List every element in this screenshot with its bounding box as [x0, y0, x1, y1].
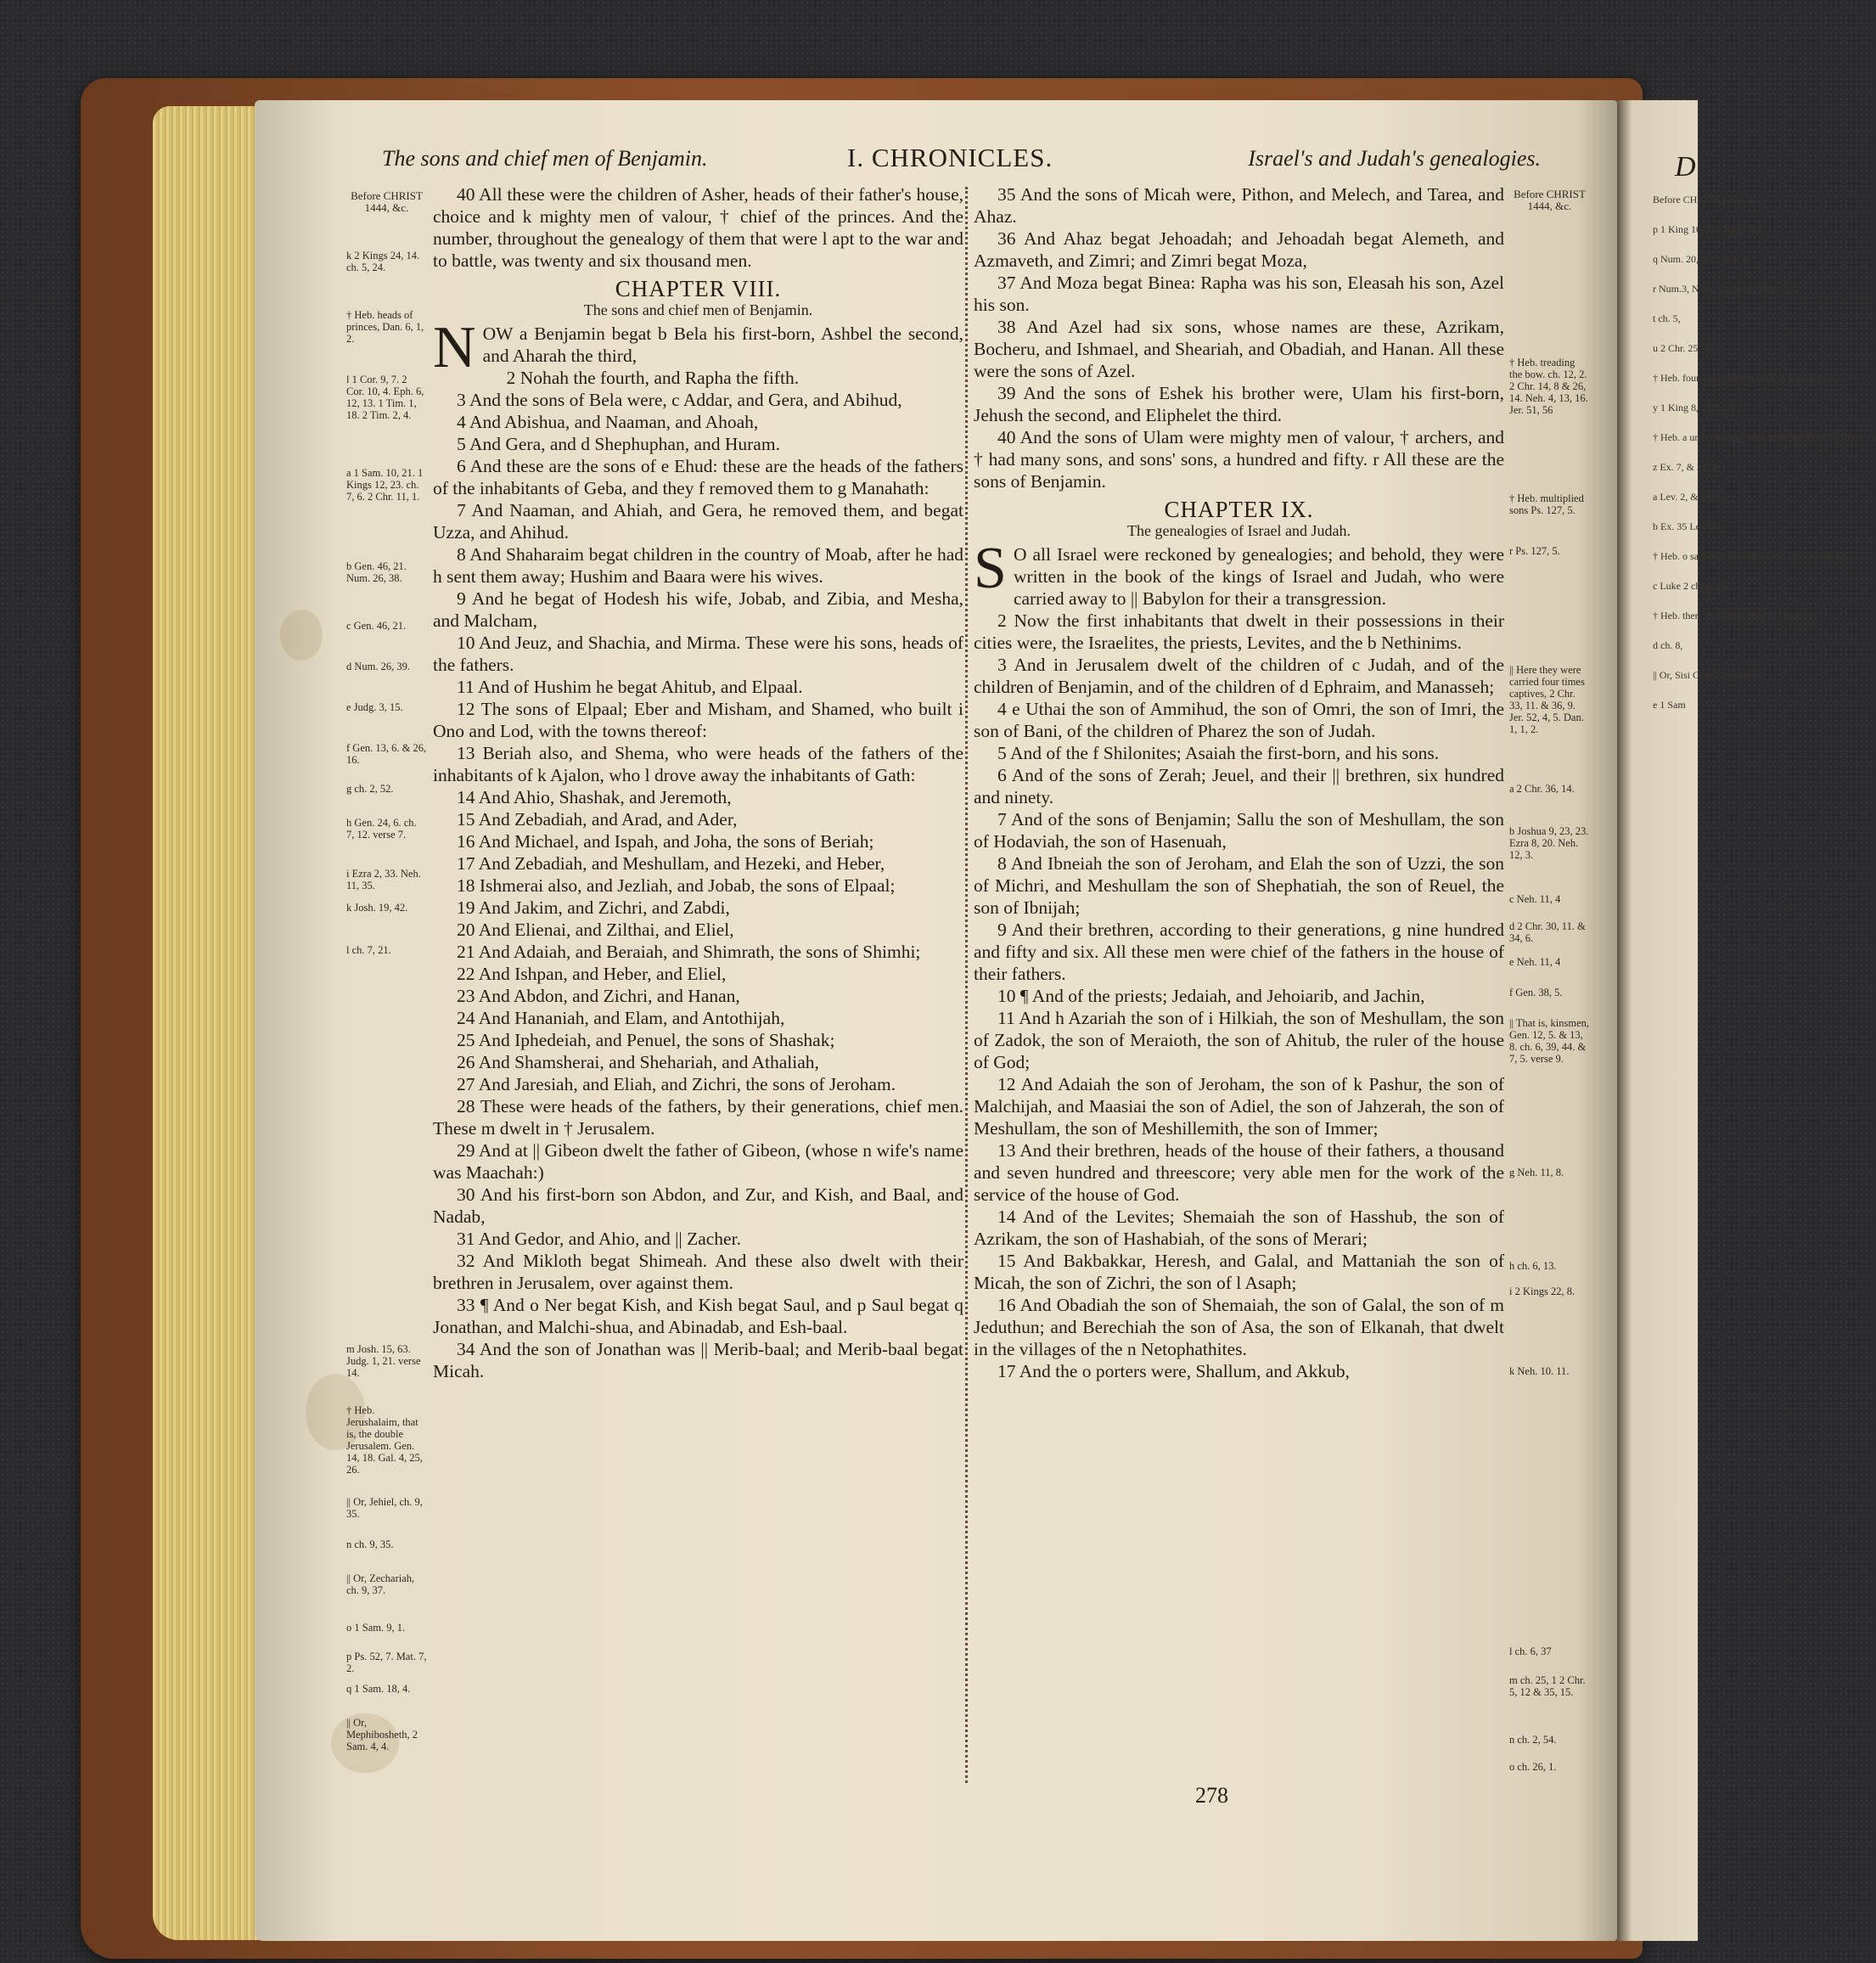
chapter-9-verse: 16 And Obadiah the son of Shemaiah, the son of Galal, the son of m Jeduthun; and Berechiah the son of Asa, the son of Elkanah, that dwelt in the villages of the n Netophathites.	[974, 1295, 1504, 1359]
margin-reference: || Or, Mephibosheth, 2 Sam. 4, 4.	[346, 1717, 418, 1752]
chapter-8-verse: 6 And these are the sons of e Ehud: these are the heads of the fathers of the inhabitants of Geba, and they f removed them to g Manahath:	[433, 456, 963, 498]
next-page-note: y 1 King 8, 5. ch. 26, 1	[1653, 402, 1747, 413]
chapter-9-title: CHAPTER IX.	[1164, 497, 1314, 522]
next-page-note: b Ex. 35 Lev. 24,	[1653, 520, 1723, 532]
chapter-8-verse: 40 And the sons of Ulam were mighty men of valour, † archers, and † had many sons, and sons' sons, a hundred and fifty. r All these are the sons of Benjamin.	[974, 427, 1504, 492]
margin-reference: q 1 Sam. 18, 4.	[346, 1683, 411, 1695]
next-page-note: e 1 Sam	[1653, 699, 1686, 711]
chapter-8-verse: 39 And the sons of Eshek his brother were, Ulam his first-born, Jehush the second, and Eliphelet the third.	[974, 383, 1504, 425]
chapter-9-verse: 3 And in Jerusalem dwelt of the children of c Judah, and of the children of Benjamin, and of the children of d Ephraim, and Manasseh;	[974, 655, 1504, 697]
next-page-note: c Luke 2 chap. 25,	[1653, 580, 1728, 592]
margin-reference: o 1 Sam. 9, 1.	[346, 1622, 406, 1634]
chapter-9-verse: 14 And of the Levites; Shemaiah the son of Hasshub, the son of Azrikam, the son of Hashabiah, of the sons of Merari;	[974, 1206, 1504, 1249]
margin-reference: a 1 Sam. 10, 21. 1 Kings 12, 23. ch. 7, 6. 2 Chr. 11, 1.	[346, 467, 424, 503]
next-page-head: D	[1675, 151, 1696, 183]
chapter-9-verse: 12 And Adaiah the son of Jeroham, the son of k Pashur, the son of Malchijah, and Maasiai the son of Adiel, the son of Jahzerah, the son of Meshullam, the son of Meshillemith, the son of Immer;	[974, 1074, 1504, 1139]
drop-cap: N	[433, 315, 476, 380]
next-page-note: || Or, Sisi Gen. 20, chap. 8,	[1653, 669, 1762, 681]
chapter-8-verse: 19 And Jakim, and Zichri, and Zabdi,	[457, 897, 730, 918]
next-page-note: d ch. 8,	[1653, 639, 1683, 651]
chapter-8-verse: 5 And Gera, and d Shephuphan, and Huram.	[457, 434, 780, 454]
running-head-book-title: I. CHRONICLES.	[847, 143, 1053, 172]
chapter-9-verse: 4 e Uthai the son of Ammihud, the son of Omri, the son of Imri, the son of Bani, of the children of Pharez the son of Judah.	[974, 699, 1504, 741]
left-text-column	[433, 183, 963, 1382]
next-page-edge	[1617, 100, 1876, 1941]
chapter-8-title: CHAPTER VIII.	[615, 276, 782, 301]
next-page-note: † Heb. founded Ameinth truth, 1 Cor. 4, 5, 5.	[1653, 372, 1836, 384]
chapter-8-verse: 33 ¶ And o Ner begat Kish, and Kish begat Saul, and p Saul begat q Jonathan, and Malchi-shua, and Abinadab, and Esh-baal.	[433, 1295, 963, 1337]
next-page-note: r Num.3, Num. 12, & 31. Mal. 2, 5,	[1653, 283, 1798, 295]
chapter-9-verse-1: S O all Israel were reckoned by genealogies; and behold, they were written in the book of the kings of Israel and Judah, who were carried away to || Babylon for their a transgression.	[974, 536, 1504, 609]
running-head-right: Israel's and Judah's genealogies.	[1248, 146, 1541, 171]
chapter-8-verse: 38 And Azel had six sons, whose names are these, Azrikam, Bocheru, and Ishmael, and Sheariah, and Obadiah, and Hanan. All these were the sons of Azel.	[974, 317, 1504, 381]
margin-reference: c Neh. 11, 4	[1509, 893, 1561, 905]
chapter-8-verse: 13 Beriah also, and Shema, who were heads of the fathers of the inhabitants of k Ajalon, who l drove away the inhabitants of Gath:	[433, 743, 963, 785]
chapter-9-verse: 13 And their brethren, heads of the house of their fathers, a thousand and seven hundred and threescore; very able men for the work of the service of the house of God.	[974, 1140, 1504, 1205]
chapter-7-verse: 40 All these were the children of Asher, heads of their father's house, choice and k mighty men of valour, † chief of the princes. And the number, throughout the genealogy of them that were l apt to the war and to battle, was twenty and six thousand men.	[433, 184, 963, 271]
margin-reference: g ch. 2, 52.	[346, 783, 394, 795]
margin-reference: g Neh. 11, 8.	[1509, 1167, 1564, 1178]
chapter-9-summary: The genealogies of Israel and Judah.	[1127, 522, 1351, 539]
chapter-8-verse: 35 And the sons of Micah were, Pithon, and Melech, and Tarea, and Ahaz.	[974, 184, 1504, 227]
margin-reference: h ch. 6, 13.	[1509, 1260, 1557, 1272]
margin-reference: f Gen. 13, 6. & 26, 16.	[346, 742, 427, 766]
chapter-8-verse: 23 And Abdon, and Zichri, and Hanan,	[457, 986, 740, 1006]
next-page-note: † Heb. o sabbathe sabbaths Lev. 24, 1 Kings 13.	[1653, 550, 1849, 562]
chapter-9-verse: 2 Now the first inhabitants that dwelt in their possessions in their cities were, the Israelites, the priests, Levites, and the b Nethinims.	[974, 610, 1504, 653]
chapter-8-verse: 7 And Naaman, and Ahiah, and Gera, he removed them, and begat Uzza, and Ahihud.	[433, 500, 963, 543]
chapter-9-verse: 9 And their brethren, according to their generations, g nine hundred and fifty and six. All these men were chief of the fathers in the house of their fathers.	[974, 920, 1504, 984]
margin-reference: e Neh. 11, 4	[1509, 956, 1561, 968]
margin-reference: m Josh. 15, 63. Judg. 1, 21. verse 14.	[346, 1343, 421, 1379]
margin-reference: f Gen. 38, 5.	[1509, 987, 1563, 998]
margin-reference: o ch. 26, 1.	[1509, 1761, 1557, 1773]
chapter-8-verse: 28 These were heads of the fathers, by their generations, chief men. These m dwelt in † Jerusalem.	[433, 1096, 963, 1139]
margin-reference: i 2 Kings 22, 8.	[1509, 1285, 1576, 1297]
margin-reference: || Or, Zechariah, ch. 9, 37.	[346, 1572, 415, 1596]
margin-reference: n ch. 9, 35.	[346, 1538, 394, 1550]
chapter-8-verse: 17 And Zebadiah, and Meshullam, and Hezeki, and Heber,	[457, 853, 885, 874]
margin-reference: e Judg. 3, 15.	[346, 701, 403, 713]
chapter-8-verse: 11 And of Hushim he begat Ahitub, and Elpaal.	[457, 677, 803, 697]
margin-reference: d 2 Chr. 30, 11. & 34, 6.	[1509, 920, 1586, 944]
chapter-8-verse: 21 And Adaiah, and Beraiah, and Shimrath, the sons of Shimhi;	[457, 942, 921, 962]
next-page-note: q Num. 20, & 2, & 4, 4.	[1653, 253, 1750, 265]
chapter-8-verse-1: NOW a Benjamin begat b Bela his first-born, Ashbel the second, and Aharah the third,	[433, 315, 963, 380]
margin-reference: b Joshua 9, 23, 23. Ezra 8, 20. Neh. 12, 3.	[1509, 825, 1589, 861]
next-page-note: Before CHRIST 1200, &	[1653, 194, 1755, 205]
margin-reference: c Gen. 46, 21.	[346, 620, 407, 632]
chapter-8-verse: 3 And the sons of Bela were, c Addar, and Gera, and Abihud,	[457, 390, 902, 410]
running-head-left: The sons and chief men of Benjamin.	[382, 146, 708, 171]
chapter-8-verse: 9 And he begat of Hodesh his wife, Jobab, and Zibia, and Mesha, and Malcham,	[433, 588, 963, 631]
chapter-8-verse: 22 And Ishpan, and Heber, and Eliel,	[457, 964, 727, 984]
margin-reference: k 2 Kings 24, 14. ch. 5, 24.	[346, 250, 420, 273]
chapter-9-verse: 8 And Ibneiah the son of Jeroham, and Elah the son of Uzzi, the son of Michri, and Meshullam the son of Shephatiah, the son of Reuel, the son of Ibnijah;	[974, 853, 1504, 918]
next-page-note: t ch. 5,	[1653, 312, 1681, 324]
chapter-8-verse: 27 And Jaresiah, and Eliah, and Zichri, the sons of Jeroham.	[457, 1074, 896, 1094]
margin-reference: || Here they were carried four times captives, 2 Chr. 33, 11. & 36, 9. Jer. 52, 4, 5. Dan. 1, 1, 2.	[1509, 664, 1585, 735]
chapter-9-verse: 11 And h Azariah the son of i Hilkiah, the son of Meshullam, the son of Zadok, the son of Meraioth, the son of Ahitub, the ruler of the house of God;	[974, 1008, 1504, 1072]
chapter-8-verse: 25 And Iphedeiah, and Penuel, the sons of Shashak;	[457, 1030, 835, 1050]
chapter-9-verse: 10 ¶ And of the priests; Jedaiah, and Jehoiarib, and Jachin,	[997, 986, 1425, 1006]
chapter-8-verse: 16 And Michael, and Ispah, and Joha, the sons of Beriah;	[457, 831, 874, 852]
chapter-8-verse: 37 And Moza begat Binea: Rapha was his son, Eleasah his son, Azel his son.	[974, 273, 1504, 315]
chapter-8-verse: 31 And Gedor, and Ahio, and || Zacher.	[457, 1229, 741, 1249]
margin-reference: l ch. 7, 21.	[346, 944, 391, 956]
chapter-8-verse: 32 And Mikloth begat Shimeah. And these also dwelt with their brethren in Jerusalem, over against them.	[433, 1251, 963, 1293]
margin-reference: † Heb. multiplied sons Ps. 127, 5.	[1509, 492, 1584, 516]
running-head	[382, 143, 1541, 180]
next-page-margin-notes	[1653, 194, 1876, 728]
chapter-9-verse: 5 And of the f Shilonites; Asaiah the first-born, and his sons.	[997, 743, 1440, 763]
margin-reference: i Ezra 2, 33. Neh. 11, 35.	[346, 868, 421, 892]
chapter-8-verse: 26 And Shamsherai, and Shehariah, and Athaliah,	[457, 1052, 819, 1072]
chapter-8-verse: 10 And Jeuz, and Shachia, and Mirma. These were his sons, heads of the fathers.	[433, 633, 963, 675]
drop-cap: S	[974, 536, 1007, 601]
margin-reference: h Gen. 24, 6. ch. 7, 12. verse 7.	[346, 817, 417, 841]
next-page-note: † Heb. them in t work. chap. 23 Luke 2,	[1653, 610, 1816, 622]
chapter-9-verse: 15 And Bakbakkar, Heresh, and Galal, and Mattaniah the son of Micah, the son of Zichri, the son of l Asaph;	[974, 1251, 1504, 1293]
margin-reference: l ch. 6, 37	[1509, 1645, 1552, 1657]
margin-reference: r Ps. 127, 5.	[1509, 545, 1560, 557]
margin-reference: k Neh. 10. 11.	[1509, 1365, 1570, 1377]
chapter-9-verse: 17 And the o porters were, Shallum, and Akkub,	[997, 1361, 1351, 1381]
chapter-8-verse: 18 Ishmerai also, and Jezliah, and Jobab, the sons of Elpaal;	[457, 875, 896, 896]
column-divider	[965, 187, 971, 1783]
margin-reference: || Or, Jehiel, ch. 9, 35.	[346, 1496, 423, 1520]
right-text-column	[974, 183, 1504, 1382]
margin-reference: k Josh. 19, 42.	[346, 902, 408, 914]
chapter-8-verse: 2 Nohah the fourth, and Rapha the fifth.	[506, 368, 800, 388]
margin-reference: † Heb. Jerushalaim, that is, the double Jerusalem. Gen. 14, 18. Gal. 4, 25, 26.	[346, 1404, 423, 1476]
chapter-8-verse: 15 And Zebadiah, and Arad, and Ader,	[457, 809, 738, 830]
margin-reference: d Num. 26, 39.	[346, 661, 410, 672]
chapter-8-verse: 20 And Elienai, and Zilthai, and Eliel,	[457, 920, 734, 940]
chapter-8-verse: 8 And Shaharaim begat children in the country of Moab, after he had h sent them away; Hushim and Baara were his wives.	[433, 544, 963, 587]
next-page-note: a Lev. 2, & 24, 5.	[1653, 491, 1724, 503]
chapter-9-verse: 7 And of the sons of Benjamin; Sallu the son of Meshullam, the son of Hodaviah, the son of Hasenuah,	[974, 809, 1504, 852]
page-number: 278	[1195, 1783, 1228, 1808]
margin-reference: l 1 Cor. 9, 7. 2 Cor. 10, 4. Eph. 6, 12, 13. 1 Tim. 1, 18. 2 Tim. 2, 4.	[346, 374, 424, 421]
next-page-note: p 1 King 10, 5. 2 Kings 13.	[1653, 223, 1764, 235]
next-page-note: z Ex. 7, & 27, 3.	[1653, 461, 1720, 473]
chapter-8-verse: 29 And at || Gibeon dwelt the father of Gibeon, (whose n wife's name was Maachah:)	[433, 1140, 963, 1183]
chapter-8-verse: 4 And Abishua, and Naaman, and Ahoah,	[457, 412, 759, 432]
chapter-9-verse: 6 And of the sons of Zerah; Jeuel, and their || brethren, six hundred and ninety.	[974, 765, 1504, 807]
margin-reference: m ch. 25, 1 2 Chr. 5, 12 & 35, 15.	[1509, 1674, 1586, 1698]
margin-reference: † Heb. heads of princes, Dan. 6, 1, 2.	[346, 309, 424, 345]
chapter-8-verse: 14 And Ahio, Shashak, and Jeremoth,	[457, 787, 732, 807]
margin-reference: † Heb. treading the bow. ch. 12, 2. 2 Chr. 14, 8 & 26, 14. Neh. 4, 13, 16. Jer. 51, 56	[1509, 357, 1588, 416]
margin-reference: n ch. 2, 54.	[1509, 1734, 1557, 1746]
margin-reference: p Ps. 52, 7. Mat. 7, 2.	[346, 1651, 427, 1674]
chapter-8-verse: 36 And Ahaz begat Jehoadah; and Jehoadah begat Alemeth, and Azmaveth, and Zimri; and Zimri begat Moza,	[974, 228, 1504, 271]
chapter-8-verse: 24 And Hananiah, and Elam, and Antothijah,	[457, 1008, 785, 1028]
chapter-8-verse: 34 And the son of Jonathan was || Merib-baal; and Merib-baal begat Micah.	[433, 1339, 963, 1381]
margin-reference: || That is, kinsmen, Gen. 12, 5. & 13, 8. ch. 6, 39, 44. & 7, 5. verse 9.	[1509, 1017, 1590, 1065]
margin-reference: a 2 Chr. 36, 14.	[1509, 783, 1575, 795]
margin-reference: Before CHRIST 1444, &c.	[1514, 188, 1586, 212]
margin-reference: b Gen. 46, 21. Num. 26, 38.	[346, 560, 407, 584]
next-page-note: † Heb. a unto mor ing, unto morning Acts 20, Rom. 12	[1653, 431, 1876, 443]
chapter-8-summary: The sons and chief men of Benjamin.	[583, 301, 813, 318]
next-page-note: u 2 Chr. 25, 26.	[1653, 342, 1716, 354]
margin-reference: Before CHRIST 1444, &c.	[351, 189, 423, 214]
chapter-8-verse: 30 And his first-born son Abdon, and Zur, and Kish, and Baal, and Nadab,	[433, 1184, 963, 1227]
chapter-8-verse: 12 The sons of Elpaal; Eber and Misham, and Shamed, who built i Ono and Lod, with the towns thereof:	[433, 699, 963, 741]
